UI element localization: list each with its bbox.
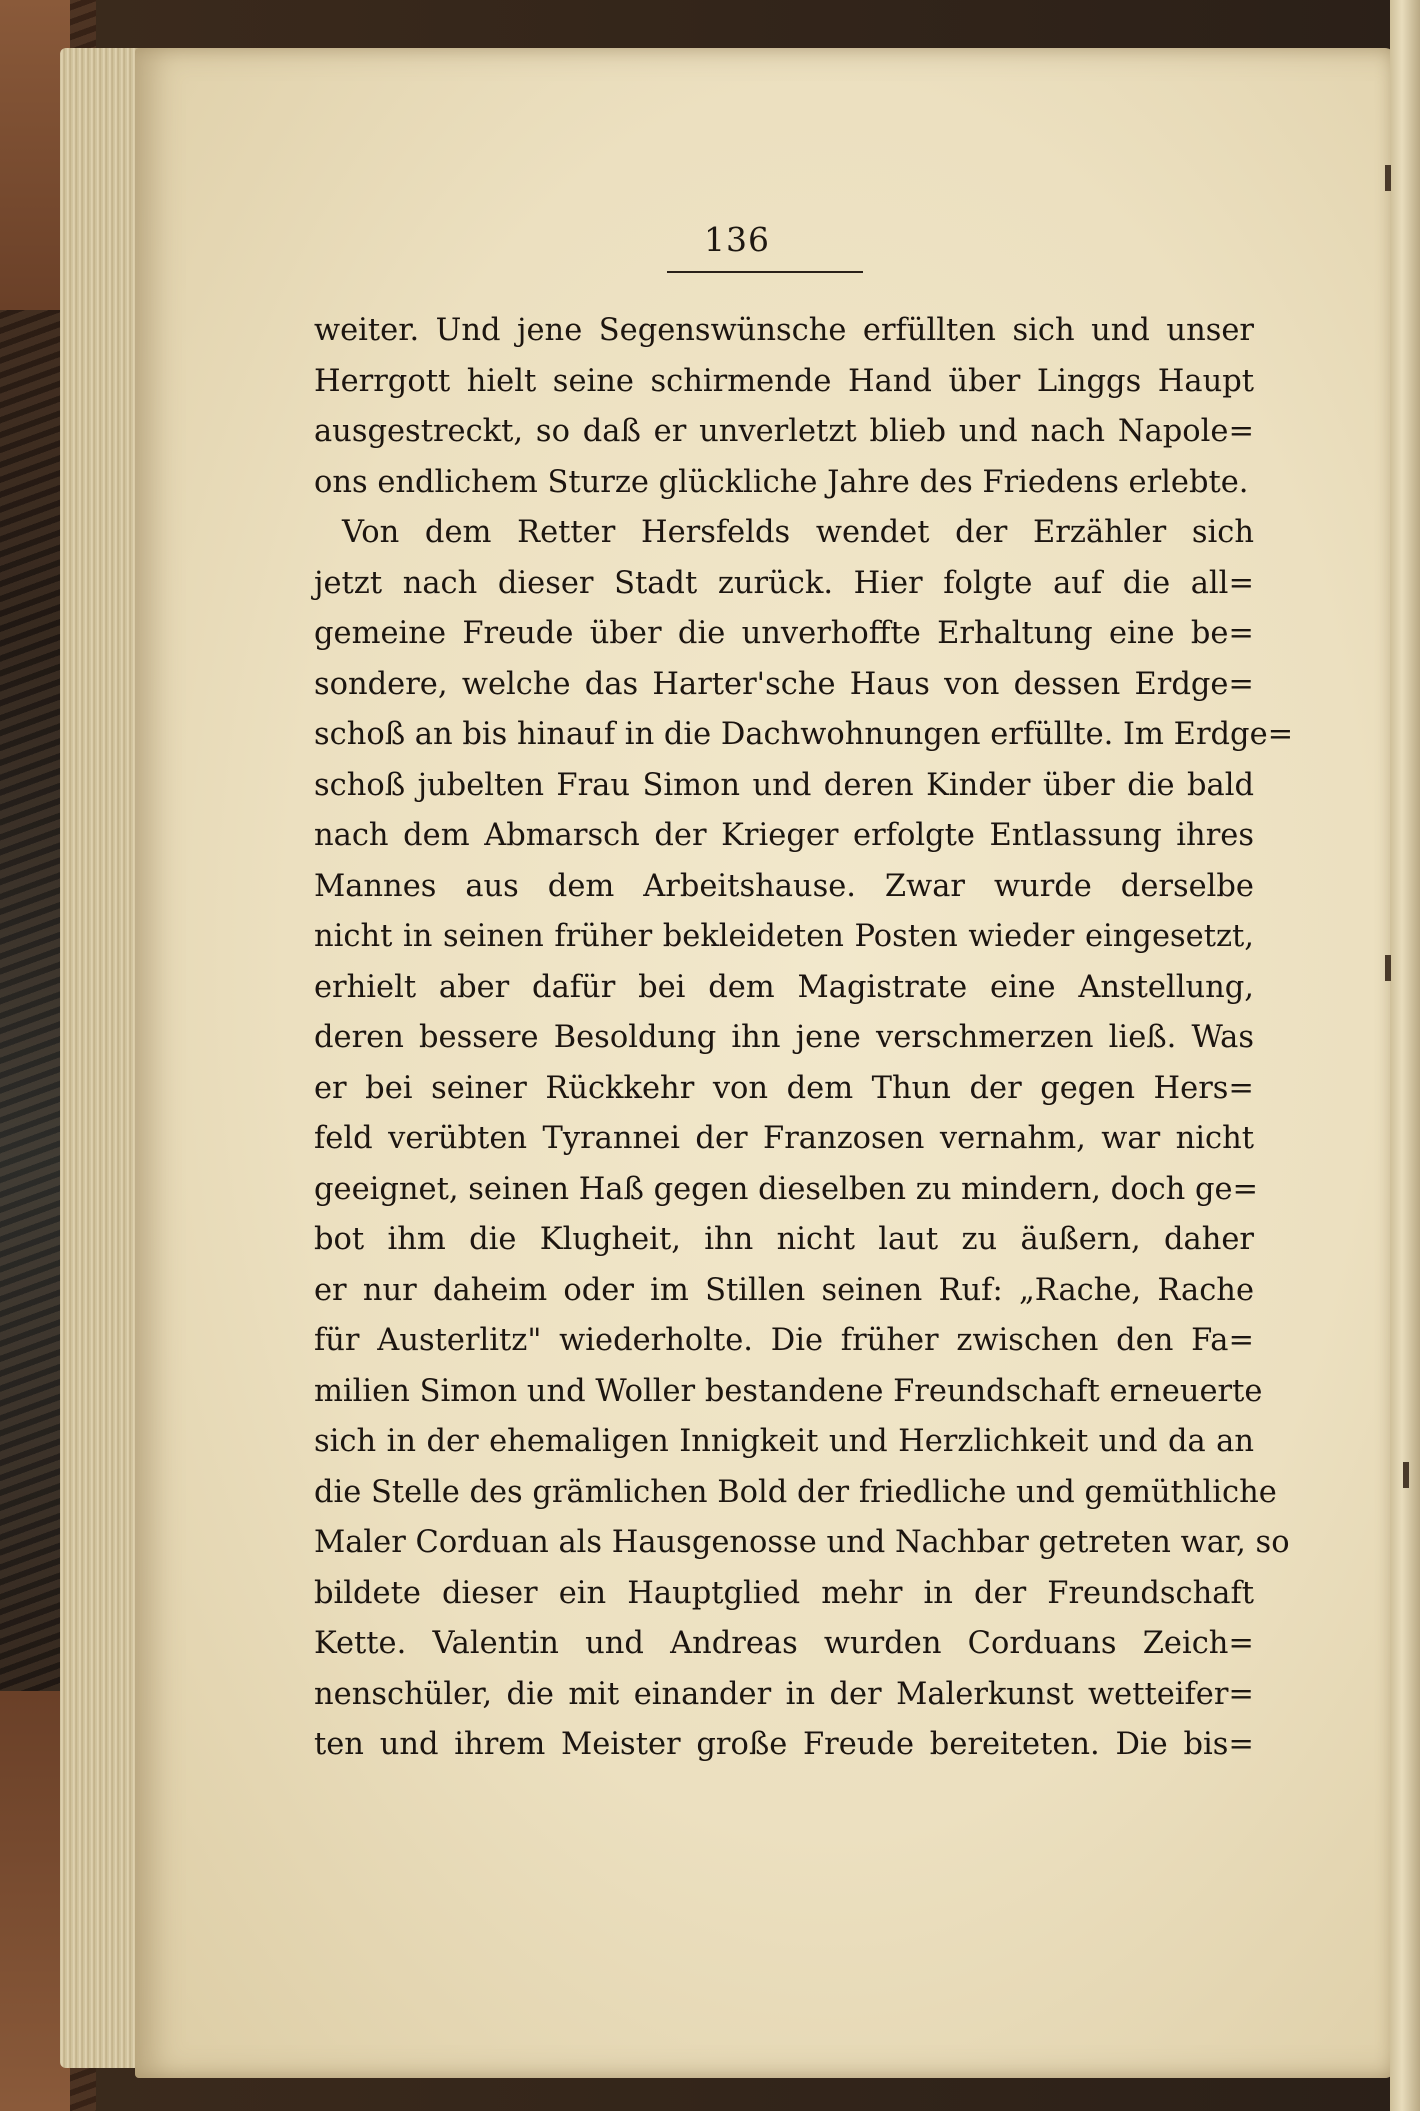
text-line: Kette. Valentin und Andreas wurden Corduans Zeich= — [314, 1626, 1254, 1661]
text-line: deren bessere Besoldung ihn jene verschmerzen ließ. Was — [314, 1020, 1254, 1055]
text-line: Mannes aus dem Arbeitshause. Zwar wurde derselbe — [314, 868, 1254, 904]
text-line: nicht in seinen früher bekleideten Posten wieder eingesetzt, — [314, 919, 1254, 954]
text-line: schoß jubelten Frau Simon und deren Kinder über die bald — [314, 767, 1254, 803]
text-line: feld verübten Tyrannei der Franzosen vernahm, war nicht — [314, 1121, 1254, 1156]
text-line: milien Simon und Woller bestandene Freundschaft erneuerte — [314, 1373, 1263, 1409]
text-line: Maler Corduan als Hausgenosse und Nachbar getreten war, so — [314, 1525, 1290, 1560]
text-line: ausgestreckt, so daß er unverletzt blieb und nach Napole= — [314, 414, 1254, 449]
text-line: jetzt nach dieser Stadt zurück. Hier folgte auf die all= — [314, 565, 1254, 601]
text-line: sondere, welche das Harter'sche Haus von dessen Erdge= — [314, 666, 1254, 702]
scan-mark — [1385, 165, 1391, 191]
text-line: für Austerlitz" wiederholte. Die früher zwischen den Fa= — [314, 1323, 1254, 1358]
text-line: bildete dieser ein Hauptglied mehr in der Freundschaft — [314, 1575, 1254, 1611]
text-line: gemeine Freude über die unverhoffte Erhaltung eine be= — [314, 616, 1254, 651]
text-line: er nur daheim oder im Stillen seinen Ruf: „Rache, Rache — [314, 1272, 1254, 1308]
body-text — [314, 306, 1294, 1771]
text-line: die Stelle des grämlichen Bold der friedliche und gemüthliche — [314, 1474, 1277, 1510]
text-line: ten und ihrem Meister große Freude bereiteten. Die bis= — [314, 1727, 1254, 1762]
text-line: bot ihm die Klugheit, ihn nicht laut zu äußern, daher — [314, 1222, 1254, 1257]
page-number: 136 — [704, 220, 770, 259]
text-line: Herrgott hielt seine schirmende Hand über Linggs Haupt — [314, 363, 1254, 399]
page-number-rule — [667, 271, 863, 273]
text-line: nenschüler, die mit einander in der Malerkunst wetteifer= — [314, 1676, 1254, 1712]
text-line: erhielt aber dafür bei dem Magistrate eine Anstellung, — [314, 969, 1254, 1005]
text-line: schoß an bis hinauf in die Dachwohnungen erfüllte. Im Erdge= — [314, 717, 1294, 752]
text-line: Von dem Retter Hersfelds wendet der Erzähler sich — [342, 515, 1254, 550]
right-page-edge — [1390, 0, 1420, 2111]
scan-mark — [1385, 955, 1391, 981]
text-line: er bei seiner Rückkehr von dem Thun der gegen Hers= — [314, 1070, 1254, 1106]
text-line: ons endlichem Sturze glückliche Jahre des Friedens erlebte. — [314, 464, 1249, 500]
scan-mark — [1403, 1462, 1409, 1488]
text-line: weiter. Und jene Segenswünsche erfüllten sich und unser — [314, 313, 1254, 348]
text-line: nach dem Abmarsch der Krieger erfolgte Entlassung ihres — [314, 818, 1254, 853]
text-line: sich in der ehemaligen Innigkeit und Herzlichkeit und da an — [314, 1424, 1254, 1459]
text-line: geeignet, seinen Haß gegen dieselben zu mindern, doch ge= — [314, 1171, 1259, 1207]
